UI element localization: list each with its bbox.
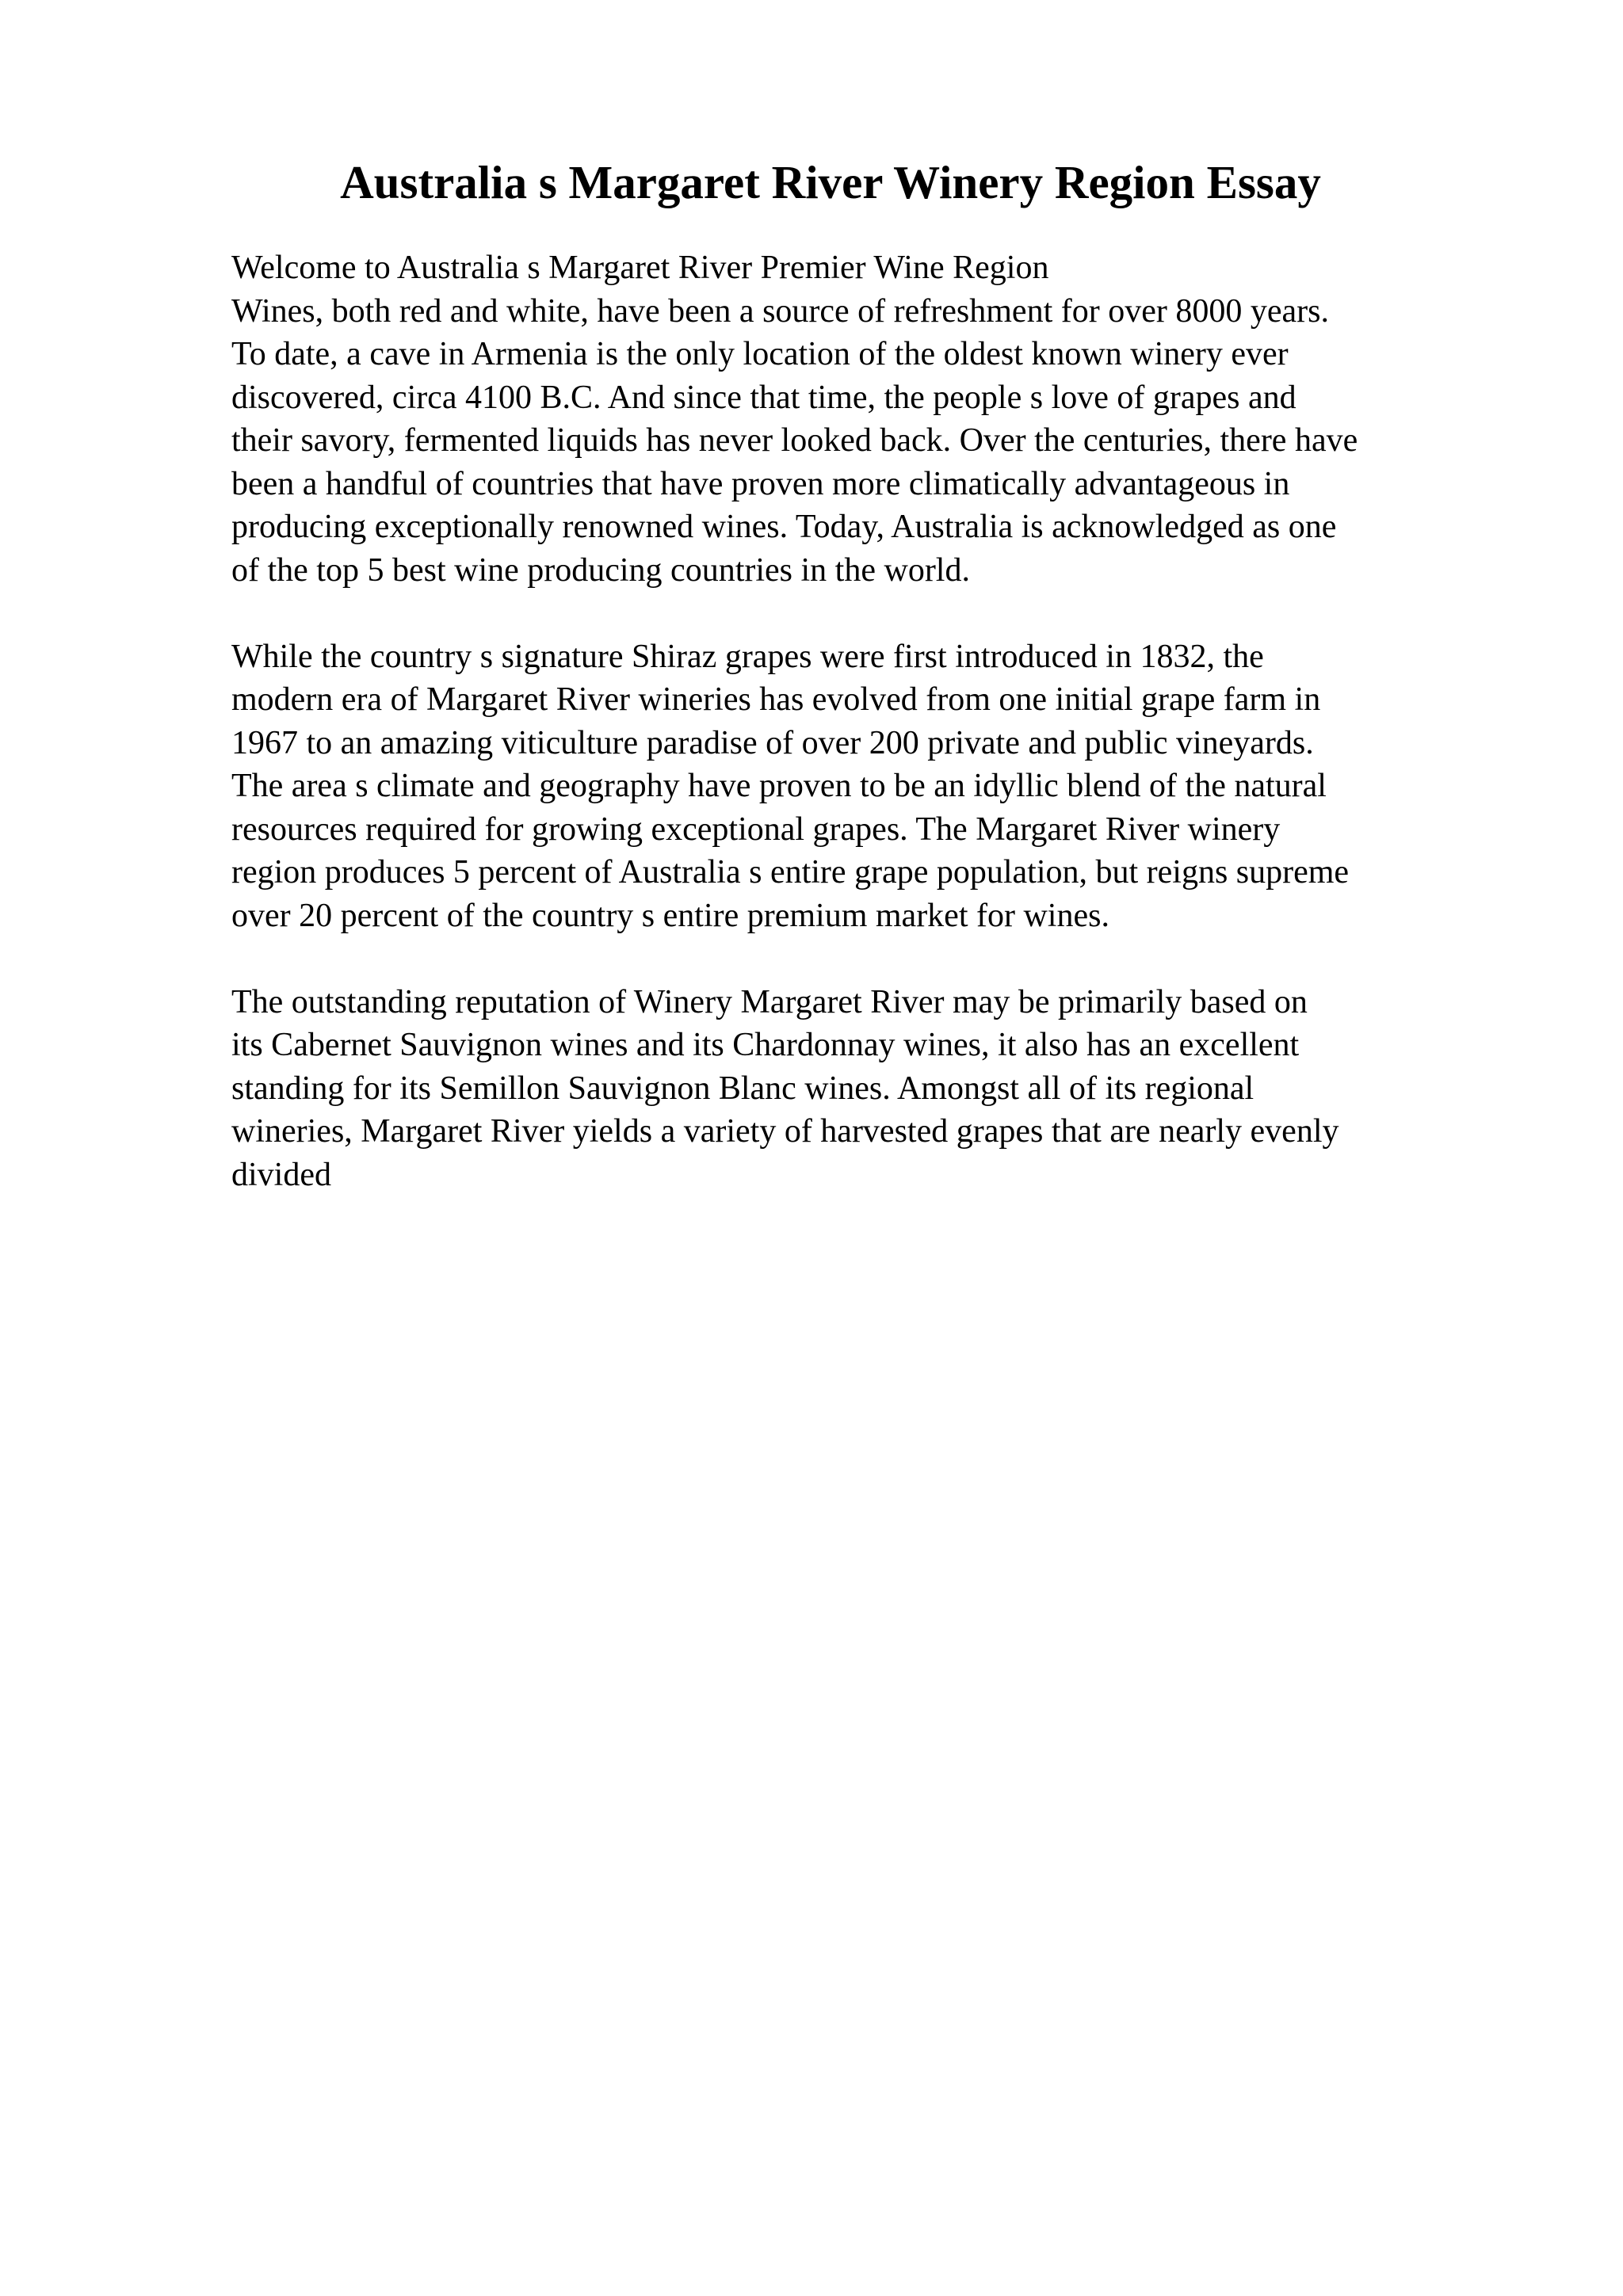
paragraph-intro	[231, 246, 1515, 592]
text-line: Wines, both red and white, have been a source of refreshment for over 8000 years.	[231, 292, 1329, 330]
text-line: producing exceptionally renowned wines. Today, Australia is acknowledged as one	[231, 509, 1337, 545]
text-line: region produces 5 percent of Australia s entire grape population, but reigns supreme	[231, 854, 1350, 891]
text-line: To date, a cave in Armenia is the only location of the oldest known winery ever	[231, 336, 1289, 372]
paragraph-reputation	[231, 981, 1515, 1197]
text-line: modern era of Margaret River wineries has evolved from one initial grape farm in	[231, 681, 1321, 718]
text-line: over 20 percent of the country s entire premium market for wines.	[231, 897, 1109, 934]
text-line: been a handful of countries that have proven more climatically advantageous in	[231, 465, 1290, 502]
text-line: The outstanding reputation of Winery Margaret River may be primarily based on	[231, 983, 1308, 1020]
text-line: divided	[231, 1156, 331, 1193]
text-line: Welcome to Australia s Margaret River Premier Wine Region	[231, 250, 1049, 286]
text-line: of the top 5 best wine producing countries in the world.	[231, 551, 970, 589]
document-title: Australia s Margaret River Winery Region Essay	[340, 156, 1321, 208]
text-line: While the country s signature Shiraz grapes were first introduced in 1832, the	[231, 638, 1264, 675]
paragraph-history	[231, 635, 1515, 938]
text-line: The area s climate and geography have proven to be an idyllic blend of the natural	[231, 768, 1327, 804]
document-body	[231, 246, 1515, 1240]
text-line: standing for its Semillon Sauvignon Blanc wines. Amongst all of its regional	[231, 1070, 1254, 1107]
text-line: wineries, Margaret River yields a variety of harvested grapes that are nearly evenly	[231, 1113, 1339, 1150]
text-line: their savory, fermented liquids has never looked back. Over the centuries, there have	[231, 422, 1358, 459]
text-line: discovered, circa 4100 B.C. And since that time, the people s love of grapes and	[231, 379, 1296, 416]
text-line: 1967 to an amazing viticulture paradise of over 200 private and public vineyards.	[231, 724, 1314, 761]
text-line: resources required for growing exceptional grapes. The Margaret River winery	[231, 810, 1281, 848]
text-line: its Cabernet Sauvignon wines and its Chardonnay wines, it also has an excellent	[231, 1027, 1300, 1063]
